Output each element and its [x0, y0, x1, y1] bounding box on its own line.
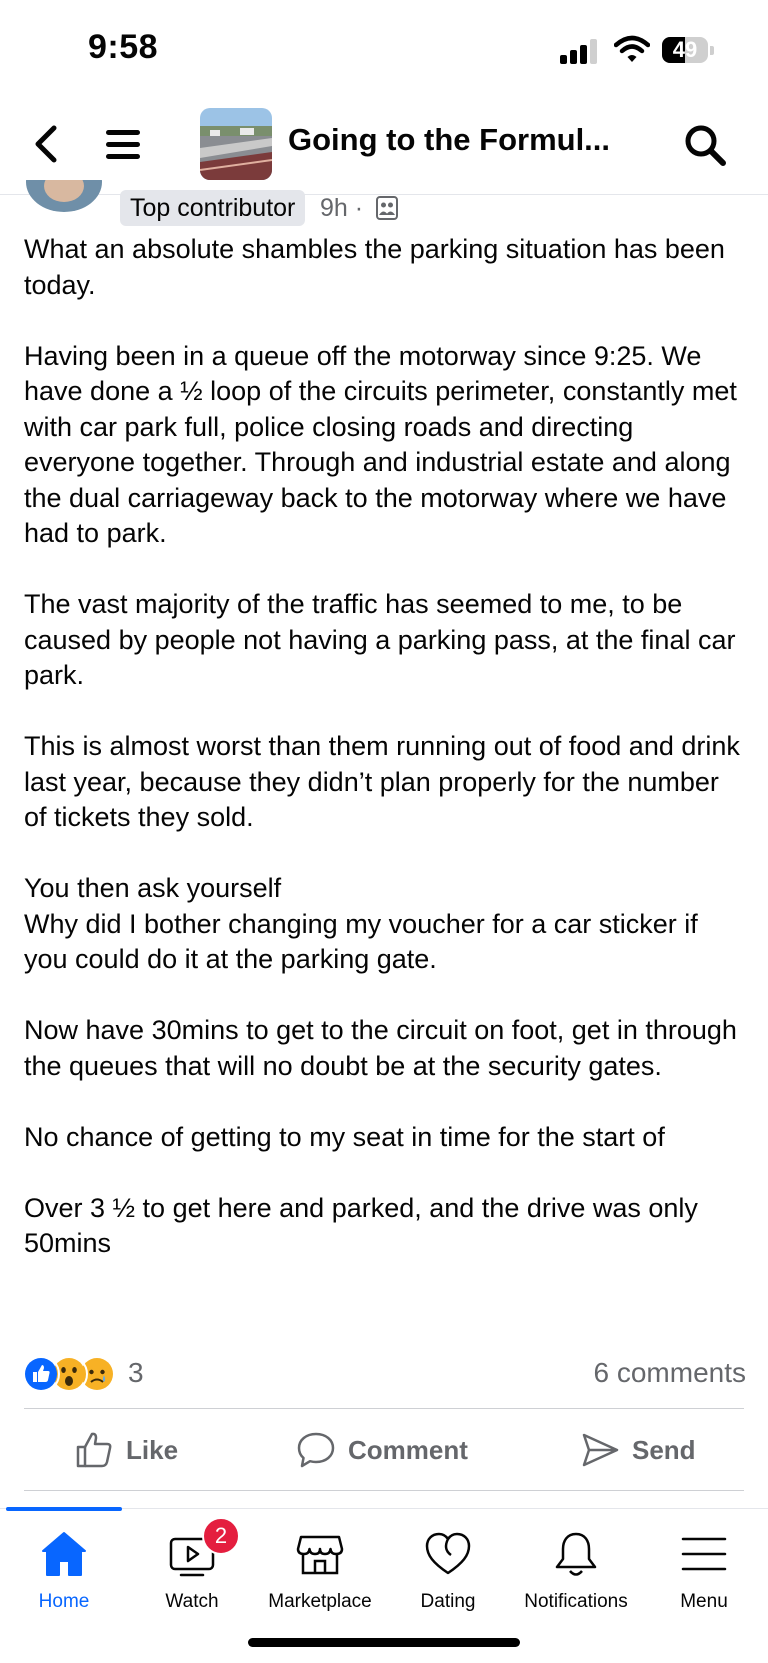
bell-icon	[551, 1529, 601, 1579]
tab-watch[interactable]	[128, 1509, 256, 1619]
hamburger-icon	[679, 1529, 729, 1579]
tab-label: Dating	[420, 1591, 476, 1612]
marketplace-icon	[295, 1529, 345, 1579]
members-privacy-icon	[376, 196, 398, 220]
back-arrow-icon[interactable]	[26, 122, 66, 166]
battery-level: 49	[672, 37, 698, 62]
post-actions	[0, 1410, 768, 1490]
post-paragraph: You then ask yourself Why did I bother changing my voucher for a car sticker if you could do it at the parking gate.	[24, 873, 698, 974]
comment-label: Comment	[348, 1434, 468, 1465]
top-contributor-badge[interactable]: Top contributor	[120, 190, 305, 226]
group-title[interactable]: Going to the Formul...	[288, 122, 611, 157]
send-button[interactable]	[580, 1410, 696, 1490]
group-header	[0, 100, 768, 195]
send-label: Send	[632, 1434, 696, 1465]
post-paragraph: Having been in a queue off the motorway since 9:25. We have done a ½ loop of the circuits perimeter, constantly met with car park full, police closing roads and directing everyone together. Through and industrial estate and along the dual carriageway back to the motorway where we have had to park.	[24, 340, 737, 548]
tab-label: Menu	[680, 1591, 728, 1612]
comments-count-link[interactable]: 6 comments	[593, 1357, 746, 1388]
watch-notification-badge: 2	[202, 1517, 240, 1555]
divider	[24, 1490, 744, 1491]
status-time: 9:58	[88, 28, 159, 66]
post-paragraph: The vast majority of the traffic has seemed to me, to be caused by people not having a parking pass, at the final car park.	[24, 589, 736, 690]
tab-label: Notifications	[524, 1591, 628, 1612]
thumbs-up-icon	[74, 1430, 114, 1470]
comment-button[interactable]	[296, 1410, 468, 1490]
post-meta	[24, 190, 744, 230]
like-reaction-icon	[22, 1355, 60, 1393]
post-paragraph: No chance of getting to my seat in time for the start of	[24, 1121, 665, 1152]
comment-bubble-icon	[296, 1430, 336, 1470]
status-bar	[0, 0, 768, 100]
dating-icon	[423, 1529, 473, 1579]
search-icon[interactable]	[682, 122, 728, 168]
like-button[interactable]	[74, 1410, 178, 1490]
author-avatar[interactable]	[24, 180, 102, 214]
tab-dating[interactable]	[384, 1509, 512, 1619]
tab-label: Home	[38, 1591, 90, 1612]
post-paragraph: Now have 30mins to get to the circuit on foot, get in through the queues that will no doubt be at the security gates.	[24, 1015, 737, 1081]
tab-label: Watch	[165, 1591, 219, 1612]
divider	[24, 1408, 744, 1409]
tab-label: Marketplace	[268, 1591, 372, 1612]
home-indicator[interactable]	[248, 1638, 520, 1647]
battery-icon	[662, 37, 714, 63]
tab-menu[interactable]	[640, 1509, 768, 1619]
wifi-icon	[614, 34, 650, 64]
post-paragraph: Over 3 ½ to get here and parked, and the drive was only 50mins	[24, 1192, 698, 1258]
tab-home[interactable]	[0, 1509, 128, 1619]
post-text	[24, 232, 748, 1297]
cellular-signal-icon	[560, 38, 602, 64]
reactions-summary[interactable]	[22, 1355, 746, 1395]
send-icon	[580, 1430, 620, 1470]
group-cover-thumbnail[interactable]	[200, 108, 272, 180]
group-menu-button[interactable]	[106, 128, 140, 162]
like-label: Like	[126, 1434, 179, 1465]
tab-notifications[interactable]	[512, 1509, 640, 1619]
reaction-count: 3	[128, 1357, 144, 1388]
tab-marketplace[interactable]	[256, 1509, 384, 1619]
post-timestamp[interactable]: 9h ·	[320, 194, 364, 222]
post-paragraph: This is almost worst than them running out of food and drink last year, because they didn’t plan properly for the number of tickets they sold.	[24, 731, 740, 832]
home-icon	[39, 1529, 89, 1579]
post-paragraph: What an absolute shambles the parking situation has been today.	[24, 234, 725, 300]
